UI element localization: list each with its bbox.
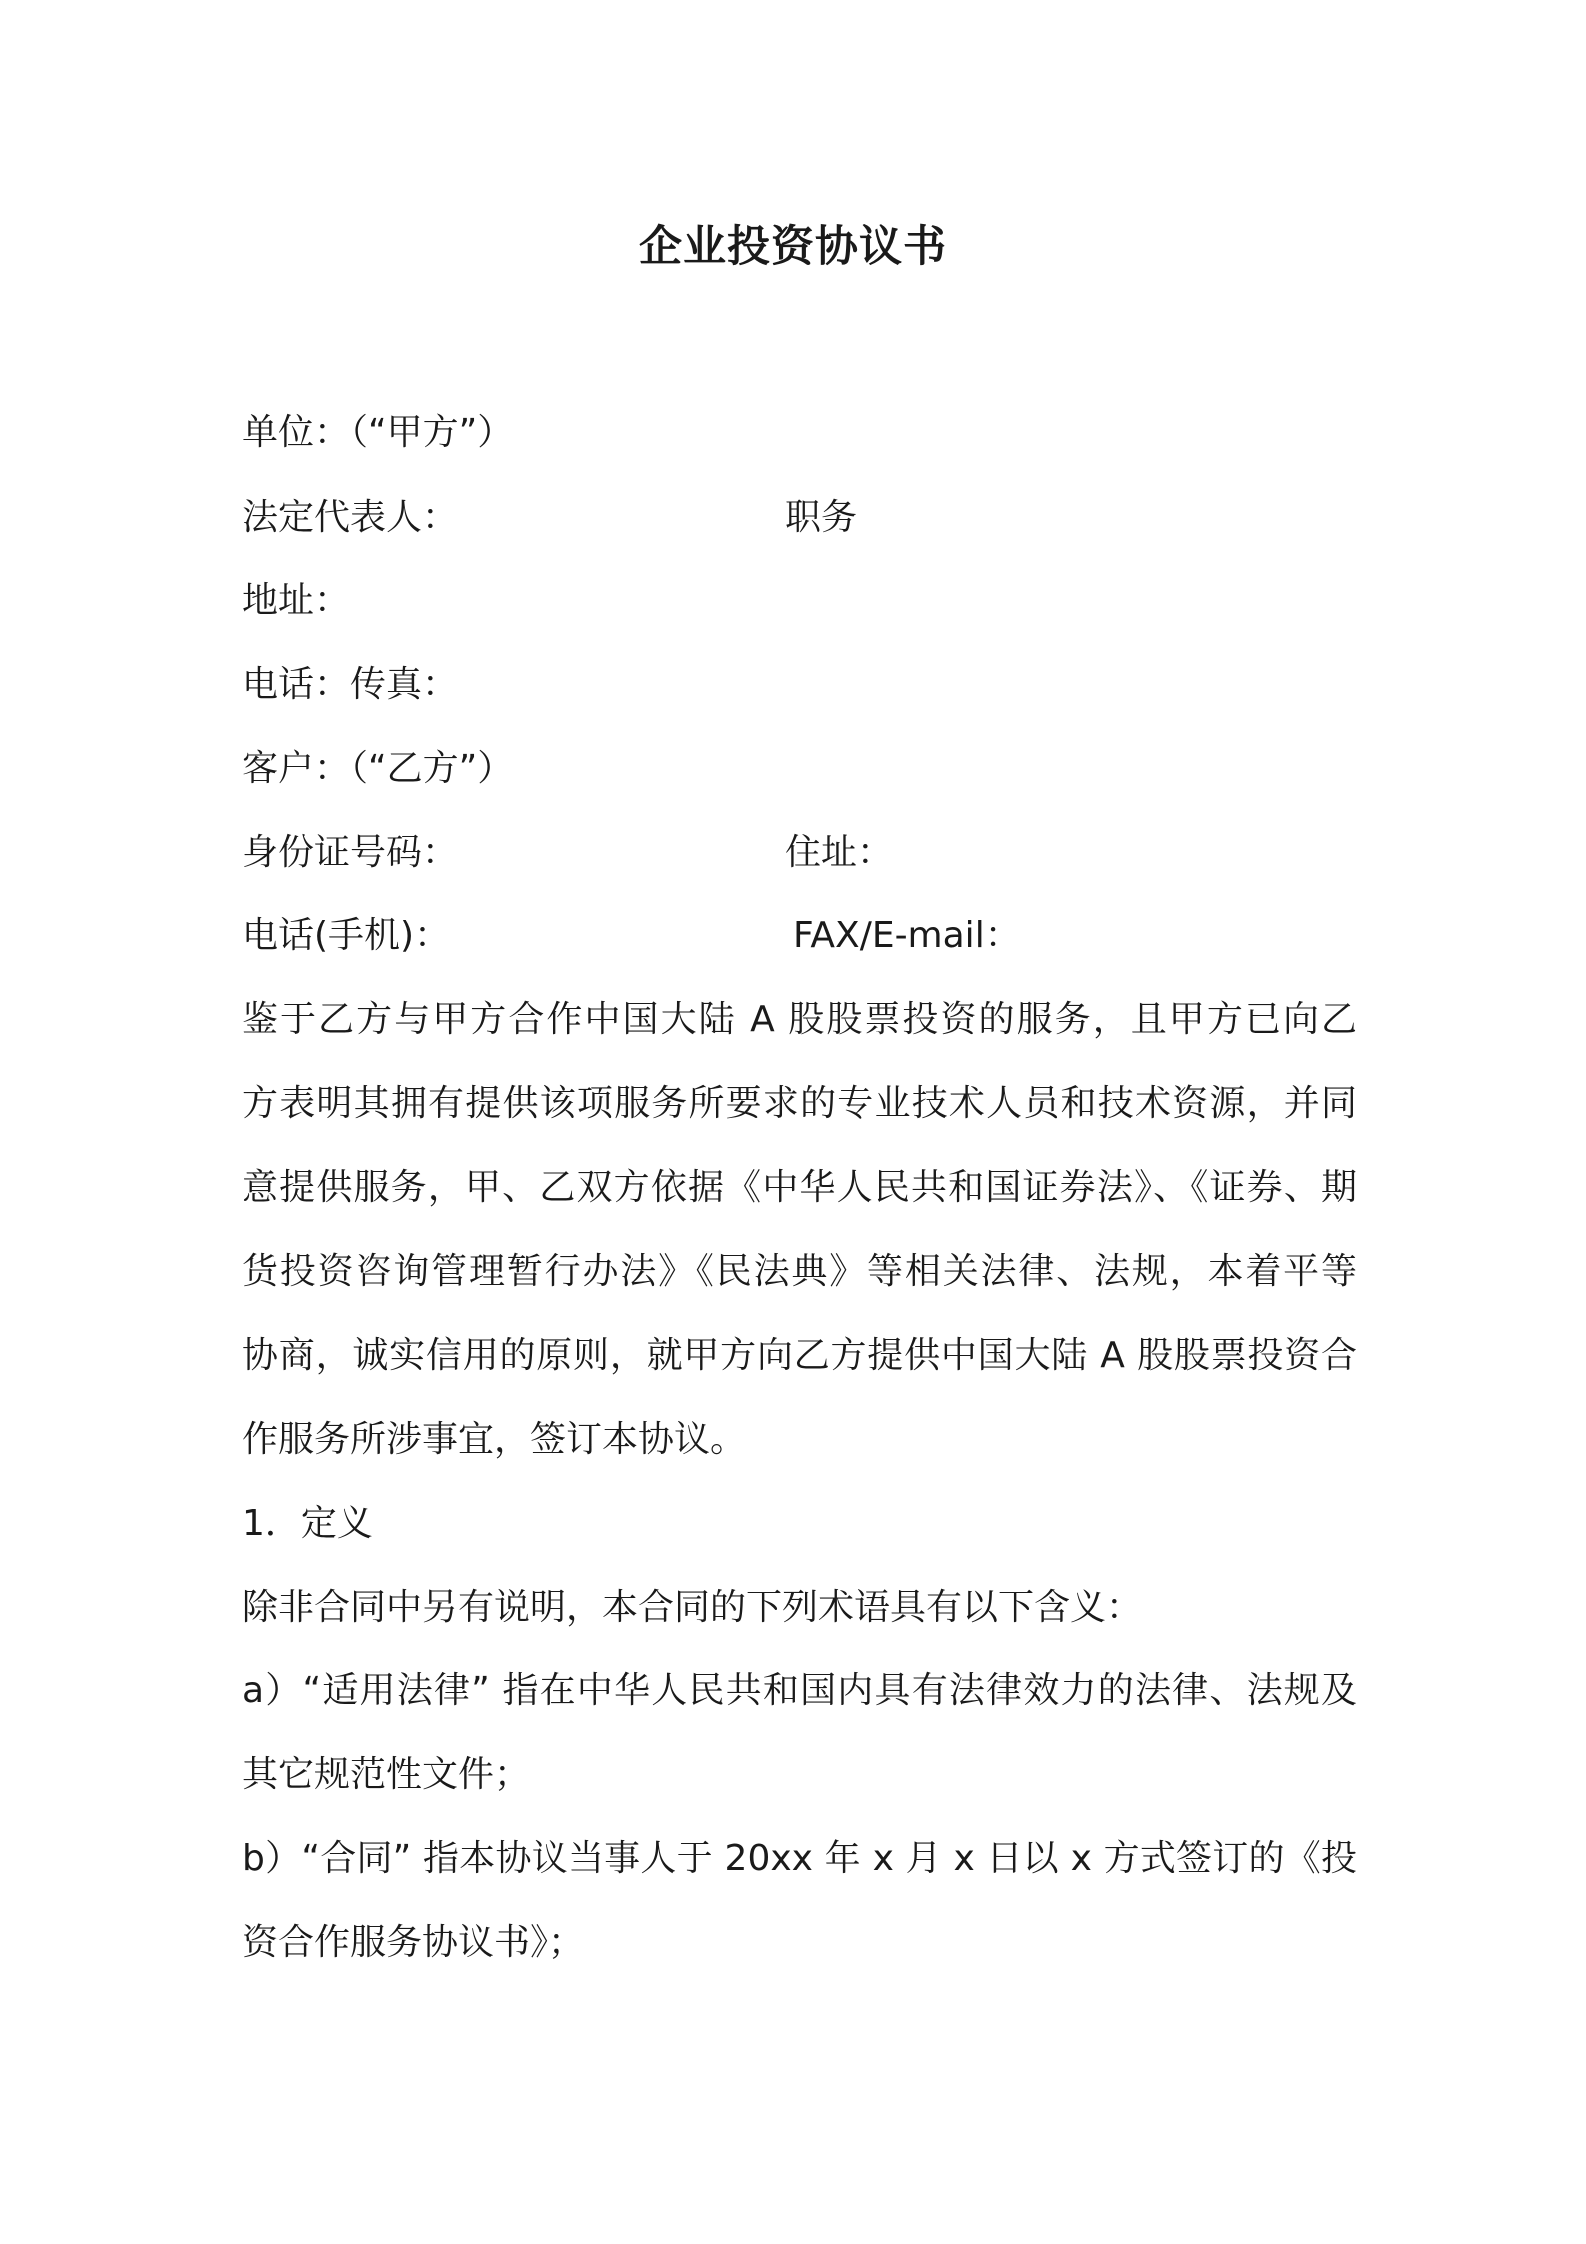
definition-b-line: 资合作服务协议书》； [242, 1922, 585, 1963]
address-line: 地址： [242, 580, 351, 621]
definition-a-line: 其它规范性文件； [242, 1754, 531, 1795]
preamble-line: 协商，诚实信用的原则，就甲方向乙方提供中国大陆 A 股股票投资合 [242, 1335, 1357, 1376]
definition-a-line: a）“适用法律” 指在中华人民共和国内具有法律效力的法律、法规及 [242, 1670, 1357, 1711]
definition-b-line: b）“合同” 指本协议当事人于 20xx 年 x 月 x 日以 x 方式签订的《投 [242, 1838, 1357, 1879]
preamble-line: 作服务所涉事宜，签订本协议。 [242, 1419, 747, 1460]
preamble-line: 意提供服务，甲、乙双方依据《中华人民共和国证券法》、《证券、期 [242, 1167, 1357, 1208]
phone-fax-line: 电话：传真： [242, 664, 459, 705]
preamble-line: 方表明其拥有提供该项服务所要求的专业技术人员和技术资源，并同 [242, 1083, 1357, 1124]
mobile-fax-email-line [242, 908, 1021, 964]
definition-a [242, 1663, 1357, 1831]
fax-email-label: FAX/E-mail： [793, 915, 1021, 956]
id-residence-line [242, 825, 894, 881]
preamble-line: 鉴于乙方与甲方合作中国大陆 A 股股票投资的服务，且甲方已向乙 [242, 999, 1357, 1040]
preamble-paragraph [242, 992, 1357, 1496]
id-number-label: 身份证号码： [242, 832, 459, 873]
legal-rep-label: 法定代表人： [242, 497, 459, 538]
residence-label: 住址： [785, 832, 894, 873]
mobile-label: 电话(手机)： [242, 915, 451, 956]
legal-representative-line [242, 490, 858, 546]
section-1-heading: 1．定义 [242, 1503, 373, 1544]
position-label: 职务 [785, 497, 858, 538]
preamble-line: 货投资咨询管理暂行办法》《民法典》等相关法律、法规，本着平等 [242, 1251, 1357, 1292]
party-b-client-line: 客户：（“乙方”） [242, 748, 514, 789]
document-title: 企业投资协议书 [639, 222, 947, 272]
definition-b [242, 1831, 1357, 1999]
party-a-unit-line: 单位：（“甲方”） [242, 412, 514, 453]
definitions-intro: 除非合同中另有说明，本合同的下列术语具有以下含义： [242, 1587, 1143, 1628]
